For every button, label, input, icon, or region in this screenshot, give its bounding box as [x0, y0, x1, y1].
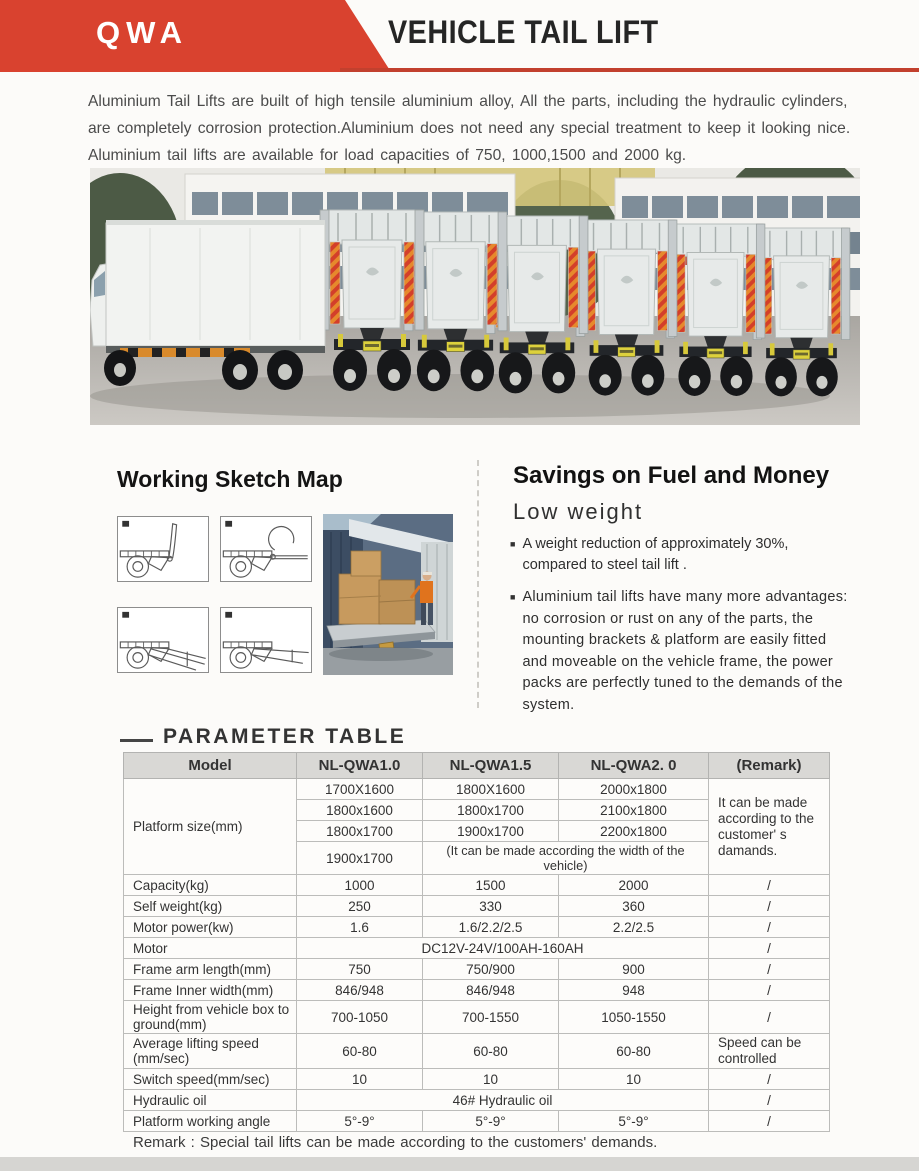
cell: 2100x1800: [559, 800, 709, 821]
cell: 60-80: [559, 1034, 709, 1069]
trucks-photo: [90, 168, 860, 425]
bullet-text: Aluminium tail lifts have many more advantages: no corrosion or rust on any of the parts, the mounting brackets & platform are easily fitted and moveable on the vehicle frame, the power packs are perfectly tuned to the demands of the system.: [522, 589, 848, 713]
cell: 1050-1550: [559, 1001, 709, 1034]
row-label: Motor: [124, 938, 297, 959]
cell-remark: /: [709, 980, 830, 1001]
cell: 5°-9°: [559, 1111, 709, 1132]
table-row: [124, 875, 830, 896]
bullet-square-icon: ■: [510, 539, 516, 549]
table-row: [124, 980, 830, 1001]
cell: 1800x1600: [297, 800, 423, 821]
sketch-step-3: [117, 607, 209, 673]
cell: 846/948: [297, 980, 423, 1001]
col-header-model: Model: [124, 753, 297, 779]
cell: 10: [423, 1069, 559, 1090]
bottom-gray-bar: [0, 1157, 919, 1171]
row-label: Switch speed(mm/sec): [124, 1069, 297, 1090]
sketch-map-title: Working Sketch Map: [117, 466, 343, 492]
cell-motor-span: DC12V-24V/100AH-160AH: [297, 938, 709, 959]
cell: 846/948: [423, 980, 559, 1001]
table-row: [124, 938, 830, 959]
cell-remark: /: [709, 1001, 830, 1034]
cell: 1900x1700: [297, 842, 423, 875]
cell: 1800x1700: [297, 821, 423, 842]
cell: 1800x1700: [423, 800, 559, 821]
cell-remark: /: [709, 1111, 830, 1132]
cell: 2000x1800: [559, 779, 709, 800]
cell: 1900x1700: [423, 821, 559, 842]
header-red-rule: [340, 68, 919, 72]
col-header-qwa15: NL-QWA1.5: [423, 753, 559, 779]
cell: 1.6/2.2/2.5: [423, 917, 559, 938]
intro-line: Aluminium Tail Lifts are built of high tensile aluminium alloy, All the parts, including the hydraulic cylinders,: [88, 93, 848, 110]
cell-hydraulic-span: 46# Hydraulic oil: [297, 1090, 709, 1111]
bullet-square-icon: ■: [510, 592, 516, 602]
cell: 750/900: [423, 959, 559, 980]
cell-remark: /: [709, 1069, 830, 1090]
col-header-qwa10: NL-QWA1.0: [297, 753, 423, 779]
cell-remark: /: [709, 875, 830, 896]
cell-platform-note: (It can be made according the width of the vehicle): [423, 842, 709, 875]
cell: 2000: [559, 875, 709, 896]
table-row: [124, 1001, 830, 1034]
cell: 60-80: [423, 1034, 559, 1069]
dock-loading-photo: [323, 514, 453, 675]
brand-red-banner: [0, 0, 391, 72]
cell: 948: [559, 980, 709, 1001]
cell-remark: /: [709, 959, 830, 980]
table-footnote: Remark : Special tail lifts can be made according to the customers' demands.: [133, 1134, 658, 1151]
cell: 60-80: [297, 1034, 423, 1069]
table-row: [124, 1069, 830, 1090]
table-header-row: [124, 753, 830, 779]
table-row: [124, 896, 830, 917]
cell: 250: [297, 896, 423, 917]
cell: 1500: [423, 875, 559, 896]
cell: 330: [423, 896, 559, 917]
table-row: [124, 959, 830, 980]
cell: 5°-9°: [297, 1111, 423, 1132]
cell-remark: /: [709, 1090, 830, 1111]
cell: 5°-9°: [423, 1111, 559, 1132]
cell-remark: Speed can be controlled: [709, 1034, 830, 1069]
cell: 700-1550: [423, 1001, 559, 1034]
cell: 1700X1600: [297, 779, 423, 800]
table-row: [124, 779, 830, 800]
brand-logo-text: QWA: [96, 15, 189, 50]
cell-remark: /: [709, 896, 830, 917]
table-row: [124, 1090, 830, 1111]
row-label: Motor power(kw): [124, 917, 297, 938]
intro-line: are completely corrosion protection.Aluminium does not need any special treatment to keep it looking nice.: [88, 120, 851, 137]
table-row: [124, 1111, 830, 1132]
cell: 700-1050: [297, 1001, 423, 1034]
page-title: VEHICLE TAIL LIFT: [388, 14, 659, 50]
savings-bullet-list: [510, 534, 852, 716]
cell: 10: [559, 1069, 709, 1090]
row-label: Frame arm length(mm): [124, 959, 297, 980]
sketch-step-4: [220, 607, 312, 673]
cell: 1800X1600: [423, 779, 559, 800]
row-label-platform-size: Platform size(mm): [124, 779, 297, 875]
parameter-title-rule: [120, 739, 153, 742]
bullet-text: A weight reduction of approximately 30%, compared to steel tail lift .: [522, 536, 789, 573]
row-label: Self weight(kg): [124, 896, 297, 917]
col-header-qwa20: NL-QWA2. 0: [559, 753, 709, 779]
sketch-step-2: [220, 516, 312, 582]
cell: 10: [297, 1069, 423, 1090]
cell: 1000: [297, 875, 423, 896]
parameter-table-title: PARAMETER TABLE: [163, 725, 407, 748]
table-row: [124, 917, 830, 938]
cell-remark: /: [709, 917, 830, 938]
row-label: Capacity(kg): [124, 875, 297, 896]
list-item: [510, 534, 852, 575]
cell: 2.2/2.5: [559, 917, 709, 938]
savings-title: Savings on Fuel and Money: [513, 462, 830, 489]
savings-subtitle: Low weight: [513, 499, 644, 524]
cell-remark: /: [709, 938, 830, 959]
row-label: Height from vehicle box to ground(mm): [124, 1001, 297, 1034]
row-label: Average lifting speed (mm/sec): [124, 1034, 297, 1069]
cell: 900: [559, 959, 709, 980]
cell: 360: [559, 896, 709, 917]
cell: 1.6: [297, 917, 423, 938]
column-divider: [477, 460, 479, 708]
cell: 750: [297, 959, 423, 980]
table-row: [124, 1034, 830, 1069]
cell: 2200x1800: [559, 821, 709, 842]
intro-line: Aluminium tail lifts are available for load capacities of 750, 1000,1500 and 2000 kg.: [88, 147, 687, 164]
row-label: Frame Inner width(mm): [124, 980, 297, 1001]
list-item: [510, 587, 852, 716]
intro-paragraph: [88, 88, 850, 169]
parameter-table: [123, 752, 830, 1132]
col-header-remark: (Remark): [709, 753, 830, 779]
row-label: Hydraulic oil: [124, 1090, 297, 1111]
sketch-step-1: [117, 516, 209, 582]
row-label: Platform working angle: [124, 1111, 297, 1132]
remark-platform-size: It can be made according to the customer' s damands.: [709, 779, 830, 875]
